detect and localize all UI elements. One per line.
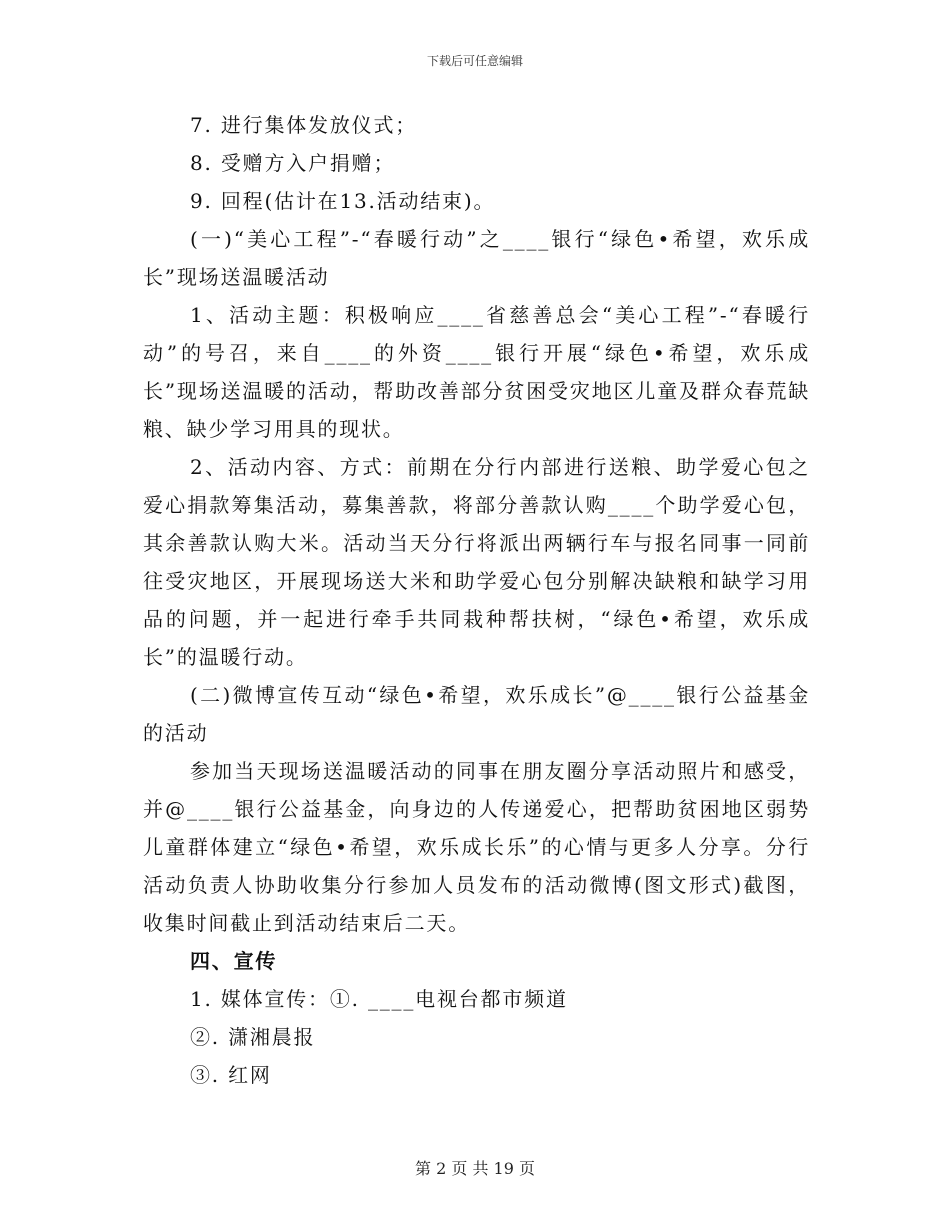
- list-item-media-1: 1. 媒体宣传：①. ____电视台都市频道: [190, 987, 568, 1011]
- list-item-media-2: ②. 潇湘晨报: [190, 1025, 316, 1049]
- document-body: [143, 106, 810, 1094]
- list-item-9: 9. 回程(估计在13.活动结束)。: [190, 189, 496, 213]
- list-item-7: 7. 进行集体发放仪式；: [190, 113, 418, 137]
- paragraph-activity-theme: 1、活动主题：积极响应____省慈善总会“美心工程”-“春暖行动”的号召，来自____的外资____银行开展“绿色•希望，欢乐成长”现场送温暖的活动，帮助改善部分贫困受灾地区儿童及群众春荒缺粮、缺少学习用具的现状。: [143, 303, 810, 441]
- section-heading-publicity: 四、宣传: [190, 949, 278, 973]
- paragraph-weibo-interaction: 参加当天现场送温暖活动的同事在朋友圈分享活动照片和感受，并@____银行公益基金，向身边的人传递爱心，把帮助贫困地区弱势儿童群体建立“绿色•希望，欢乐成长乐”的心情与更多人分享。分行活动负责人协助收集分行参加人员发布的活动微博(图文形式)截图，收集时间截止到活动结束后二天。: [143, 759, 810, 935]
- list-item-8: 8. 受赠方入户捐赠；: [190, 151, 396, 175]
- page-number: 第 2 页 共 19 页: [415, 1159, 535, 1178]
- paragraph-activity-content: 2、活动内容、方式：前期在分行内部进行送粮、助学爱心包之爱心捐款筹集活动，募集善款，将部分善款认购____个助学爱心包，其余善款认购大米。活动当天分行将派出两辆行车与报名同事一同前往受灾地区，开展现场送大米和助学爱心包分别解决缺粮和缺学习用品的问题，并一起进行牵手共同栽种帮扶树，“绿色•希望，欢乐成长”的温暖行动。: [143, 455, 810, 669]
- section-heading-1: (一)“美心工程”-“春暖行动”之____银行“绿色•希望，欢乐成长”现场送温暖活动: [143, 227, 810, 289]
- list-item-media-3: ③. 红网: [190, 1063, 272, 1087]
- page-header-note: 下载后可任意编辑: [426, 54, 523, 68]
- section-heading-2: (二)微博宣传互动“绿色•希望，欢乐成长”@____银行公益基金的活动: [143, 683, 810, 745]
